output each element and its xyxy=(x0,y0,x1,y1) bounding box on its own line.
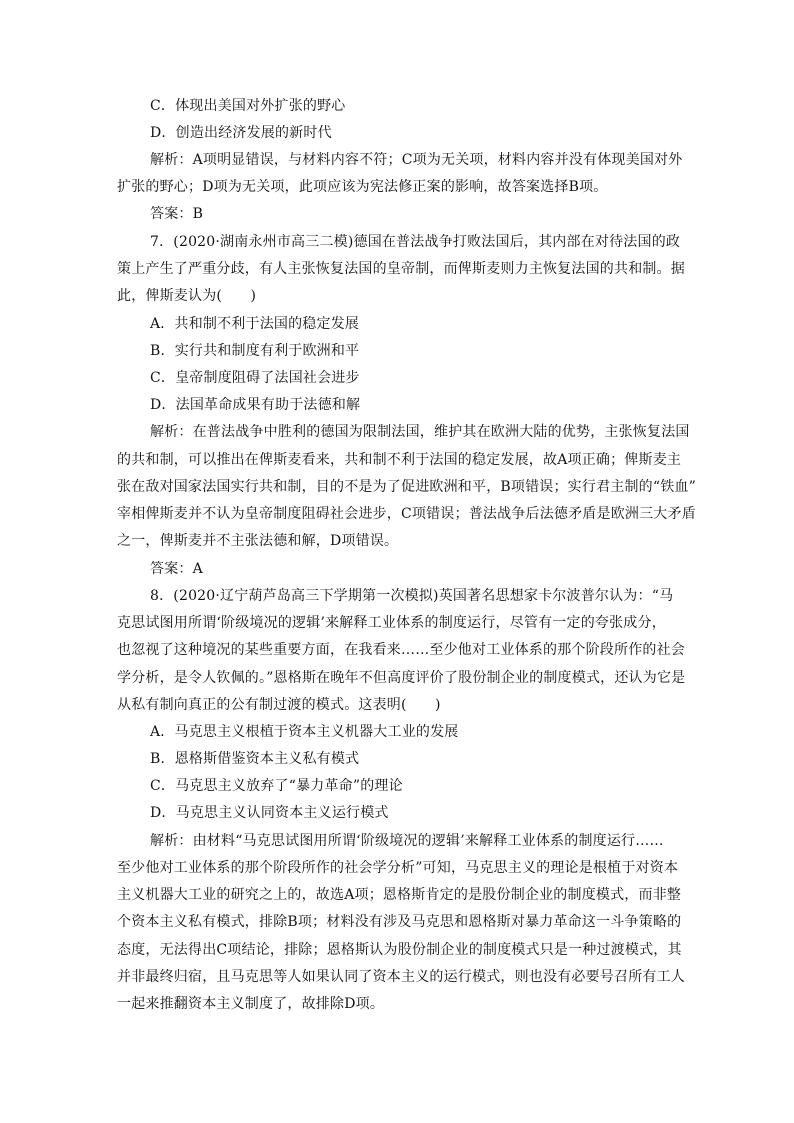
q7-analysis-line: 的共和制，可以推出在俾斯麦看来，共和制不利于法国的稳定发展，故A项正确；俾斯麦主 xyxy=(117,452,682,468)
q6-option-c[interactable]: C．体现出美国对外扩张的野心 xyxy=(150,98,346,114)
q8-stem-line: 8．(2020·辽宁葫芦岛高三下学期第一次模拟)英国著名思想家卡尔波普尔认为：“马 xyxy=(150,588,674,604)
q8-analysis-line: 个资本主义私有模式，排除B项；材料没有涉及马克思和恩格斯对暴力革命这一斗争策略的 xyxy=(117,914,682,930)
q7-answer: 答案：A xyxy=(150,561,203,577)
q8-analysis-line: 主义机器大工业的研究之上的，故选A项；恩格斯肯定的是股份制企业的制度模式，而非整 xyxy=(117,887,682,903)
q7-option-c[interactable]: C．皇帝制度阻碍了法国社会进步 xyxy=(150,370,360,386)
q7-stem-line: 7．(2020·湖南永州市高三二模)德国在普法战争打败法国后，其内部在对待法国的政 xyxy=(150,234,681,250)
q8-analysis-line: 一起来推翻资本主义制度了，故排除D项。 xyxy=(117,996,385,1012)
q7-analysis-line: 宰相俾斯麦并不认为皇帝制度阻碍社会进步，C项错误；普法战争后法德矛盾是欧洲三大矛盾 xyxy=(117,506,696,522)
q8-option-a[interactable]: A．马克思主义根植于资本主义机器大工业的发展 xyxy=(150,724,459,740)
q8-stem-line: 学分析，是令人钦佩的。”恩格斯在晚年不但高度评价了股份制企业的制度模式，还认为它是 xyxy=(117,670,686,686)
q8-stem-line: 克思试图用所谓‘阶级境况的逻辑’来解释工业体系的制度运行，尽管有一定的夸张成分， xyxy=(117,615,666,631)
q8-analysis-line: 并非最终归宿，且马克思等人如果认同了资本主义的运行模式，则也没有必要号召所有工人 xyxy=(117,969,685,985)
q7-option-d[interactable]: D．法国革命成果有助于法德和解 xyxy=(150,397,361,413)
q7-option-a[interactable]: A．共和制不利于法国的稳定发展 xyxy=(150,316,360,332)
q8-option-c[interactable]: C．马克思主义放弃了“暴力革命”的理论 xyxy=(150,778,403,794)
q6-analysis-line: 扩张的野心；D项为无关项，此项应该为宪法修正案的影响，故答案选择B项。 xyxy=(117,179,608,195)
q8-stem-line: 从私有制向真正的公有制过渡的模式。这表明( ) xyxy=(117,697,441,713)
q7-option-b[interactable]: B．实行共和制度有利于欧洲和平 xyxy=(150,343,360,359)
q8-analysis-line: 至少他对工业体系的那个阶段所作的社会学分析”可知，马克思主义的理论是根植于对资本 xyxy=(117,860,679,876)
q6-answer: 答案：B xyxy=(150,206,204,222)
q7-analysis-line: 解析：在普法战争中胜利的德国为限制法国，维护其在欧洲大陆的优势，主张恢复法国 xyxy=(150,424,690,440)
q6-option-d[interactable]: D．创造出经济发展的新时代 xyxy=(150,125,332,141)
q8-option-b[interactable]: B．恩格斯借鉴资本主义私有模式 xyxy=(150,751,360,767)
q8-option-d[interactable]: D．马克思主义认同资本主义运行模式 xyxy=(150,805,389,821)
q8-analysis-line: 解析：由材料“马克思试图用所谓‘阶级境况的逻辑’来解释工业体系的制度运行…… xyxy=(150,833,664,849)
q6-analysis-line: 解析：A项明显错误，与材料内容不符；C项为无关项，材料内容并没有体现美国对外 xyxy=(150,152,683,168)
q7-stem-line: 策上产生了严重分歧，有人主张恢复法国的皇帝制，而俾斯麦则力主恢复法国的共和制。据 xyxy=(117,261,685,277)
q7-analysis-line: 张在敌对国家法国实行共和制，目的不是为了促进欧洲和平，B项错误；实行君主制的“铁血” xyxy=(117,479,697,495)
q7-analysis-line: 之一，俾斯麦并不主张法德和解，D项错误。 xyxy=(117,533,399,549)
q8-analysis-line: 态度，无法得出C项结论，排除；恩格斯认为股份制企业的制度模式只是一种过渡模式，其 xyxy=(117,942,682,958)
q8-stem-line: 也忽视了这种境况的某些重要方面，在我看来……至少他对工业体系的那个阶段所作的社会 xyxy=(117,642,685,658)
q7-stem-line: 此，俾斯麦认为( ) xyxy=(117,288,257,304)
